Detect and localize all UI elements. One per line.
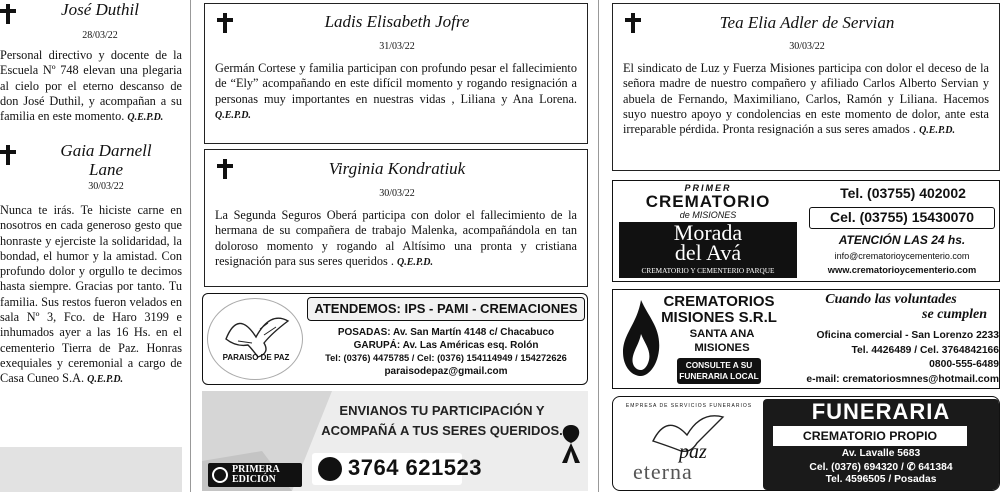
ad-paraiso-de-paz xyxy=(202,293,588,385)
ad-cel: Cel. (0376) 694320 / ✆ 641384 xyxy=(809,462,953,473)
ad-morada-del-ava: PRIMER CREMATORIO de MISIONES Morada del Avá CREMATORIO Y CEMENTERIO PARQUE Tel. (03755) 402002 Cel. (03755) 15430070 ATENCIÓN LAS 24 hs. info@crematorioycementerio.com www.crematorioycementerio.com xyxy=(612,180,1000,282)
grey-strip xyxy=(0,447,182,492)
mourning-ribbon-icon xyxy=(556,421,586,465)
ad-hours: ATENCIÓN LAS 24 hs. xyxy=(838,233,966,247)
paraiso-logo xyxy=(207,298,303,380)
obituary-frame xyxy=(204,149,588,287)
ad-line: POSADAS: Av. San Martín 4148 c/ Chacabuco xyxy=(337,327,555,338)
ad-funeraria-paz-eterna xyxy=(612,396,1000,491)
ad-address: Av. Lavalle 5683 xyxy=(841,448,921,459)
whatsapp-icon xyxy=(318,457,342,481)
obituary-frame xyxy=(204,3,588,144)
ad-crematorios-misiones: CREMATORIOS MISIONES S.R.L SANTA ANA MISIONES CONSULTE A SU FUNERARIA LOCAL Cuando las voluntades se cumplen Oficina comercial - San Lorenzo 2233 Tel. 4426489 / Cel. 3764842166 0800-555-6489 e-mail: crematoriosmnes@hotmail.com xyxy=(612,289,1000,389)
obituary-text: Germán Cortese y familia participan con profundo pesar el fallecimiento de “Ely” acompañando en este difícil momento y rogando resignación a personas muy importantes en nuestras vidas , Liliana y Ana Lorena. Q.E.P.D. xyxy=(215,61,577,121)
paz-eterna-logo: EMPRESA DE SERVICIOS FUNERARIOS paz eterna xyxy=(625,403,753,484)
obituary-date: 30/03/22 xyxy=(88,181,124,192)
obituary-text: La Segunda Seguros Oberá participa con dolor el fallecimiento de la hermana de su compañera de trabajo Malenka, acompañándola en tan doloroso momento y rogando al Altísimo una pronta y cristiana resignación para sus seres queridos . Q.E.P.D. xyxy=(215,208,577,268)
column-middle xyxy=(200,0,590,492)
ad-phone: 3764 621523 xyxy=(348,455,482,480)
ad-headline: ATENDEMOS: IPS - PAMI - CREMACIONES xyxy=(307,297,585,321)
ad-tel: Tel. 4596505 / Posadas xyxy=(825,474,937,485)
ad-line: GARUPÁ: Av. Las Américas esq. Rolón xyxy=(353,340,539,351)
phone-box xyxy=(312,453,482,485)
ad-cel: Cel. (03755) 15430070 xyxy=(809,207,995,229)
ad-line: ENVIANOS TU PARTICIPACIÓN Y xyxy=(339,403,545,418)
column-left xyxy=(0,0,182,492)
obituary-date: 30/03/22 xyxy=(379,188,415,199)
obituary-frame xyxy=(612,3,1000,171)
ad-web: www.crematorioycementerio.com xyxy=(827,265,977,275)
obituary-text: Nunca te irás. Te hiciste carne en nosotros en cada generoso gesto que honraste y ejerciste la solidaridad, la bondad, el humor y la amistad. Con profundo dolor y orgullo te decimos hasta siempre. Gracias por tanto. Tu familia. Sus restos fueron velados en sala Nº 3, Fco. de Haro 3199 e inhumados ayer a las 16 Hs. en el cementerio Tierra de Paz. Honras exequiales y ceremonial a cargo de Casa Cuneo S.A. Q.E.P.D. xyxy=(0,203,182,386)
obituary-name: Tea Elia Adler de Servian xyxy=(719,13,895,32)
morada-logo: Morada del Avá CREMATORIO Y CEMENTERIO PARQUE xyxy=(619,222,797,278)
ad-line: Tel: (0376) 4475785 / Cel: (0376) 154114949 / 154272626 xyxy=(325,353,567,363)
dove-icon xyxy=(208,299,304,381)
ad-email: paraisodepaz@gmail.com xyxy=(384,366,508,377)
cross-icon xyxy=(217,159,233,179)
obituary-name: Virginia Kondratiuk xyxy=(328,159,466,178)
obituary-name: José Duthil xyxy=(61,0,139,19)
ad-address: Oficina comercial - San Lorenzo 2233 xyxy=(816,330,999,341)
cross-icon xyxy=(217,13,233,33)
cross-icon xyxy=(625,13,641,33)
ad-primera-edicion xyxy=(202,391,588,491)
ad-free-phone: 0800-555-6489 xyxy=(929,359,999,370)
ad-tel: Tel. (03755) 402002 xyxy=(840,185,966,201)
consult-badge: CONSULTE A SU FUNERARIA LOCAL xyxy=(677,358,761,384)
ad-tel: Tel. 4426489 / Cel. 3764842166 xyxy=(851,345,999,356)
obituary-name: Gaia Darnell Lane xyxy=(60,141,152,179)
flame-icon xyxy=(619,298,663,378)
column-divider xyxy=(190,0,191,492)
ad-line: ACOMPAÑÁ A TUS SERES QUERIDOS. xyxy=(321,423,563,438)
cross-icon xyxy=(0,4,16,24)
obituary-date: 28/03/22 xyxy=(82,30,118,41)
column-divider xyxy=(598,0,599,492)
logo-text: PARAISO DE PAZ xyxy=(222,353,290,362)
cross-icon xyxy=(0,145,16,165)
globe-icon xyxy=(212,467,228,483)
ad-email: info@crematorioycementerio.com xyxy=(834,251,970,261)
funeraria-panel: FUNERARIA CREMATORIO PROPIO Av. Lavalle 5683 Cel. (0376) 694320 / ✆ 641384 Tel. 4596505 / Posadas xyxy=(763,399,999,490)
obituary-date: 31/03/22 xyxy=(379,41,415,52)
primera-edicion-logo: PRIMERA EDICIÓN xyxy=(208,463,302,487)
obituary-date: 30/03/22 xyxy=(789,41,825,52)
obituary-text: El sindicato de Luz y Fuerza Misiones participa con dolor el deceso de la señora madre de nuestro compañero y afiliado Carlos Alberto Servian y abuela de Fernando, Maximiliano, Carlos, Ramón y Liliana. Hacemos suyo nuestro apoyo y condolencias en este momento de dolor, ante esta irreparable pérdida. Pronta resignación a sus seres amados . Q.E.P.D. xyxy=(623,61,989,137)
obituary-name: Ladis Elisabeth Jofre xyxy=(324,12,470,31)
column-right xyxy=(608,0,1000,492)
ad-email: e-mail: crematoriosmnes@hotmail.com xyxy=(806,374,999,385)
obituary-text: Personal directivo y docente de la Escuela Nº 748 elevan una plegaria al cielo por el eterno descanso de don José Duthil, y acompañan a su familia en este momento. Q.E.P.D. xyxy=(0,48,182,124)
